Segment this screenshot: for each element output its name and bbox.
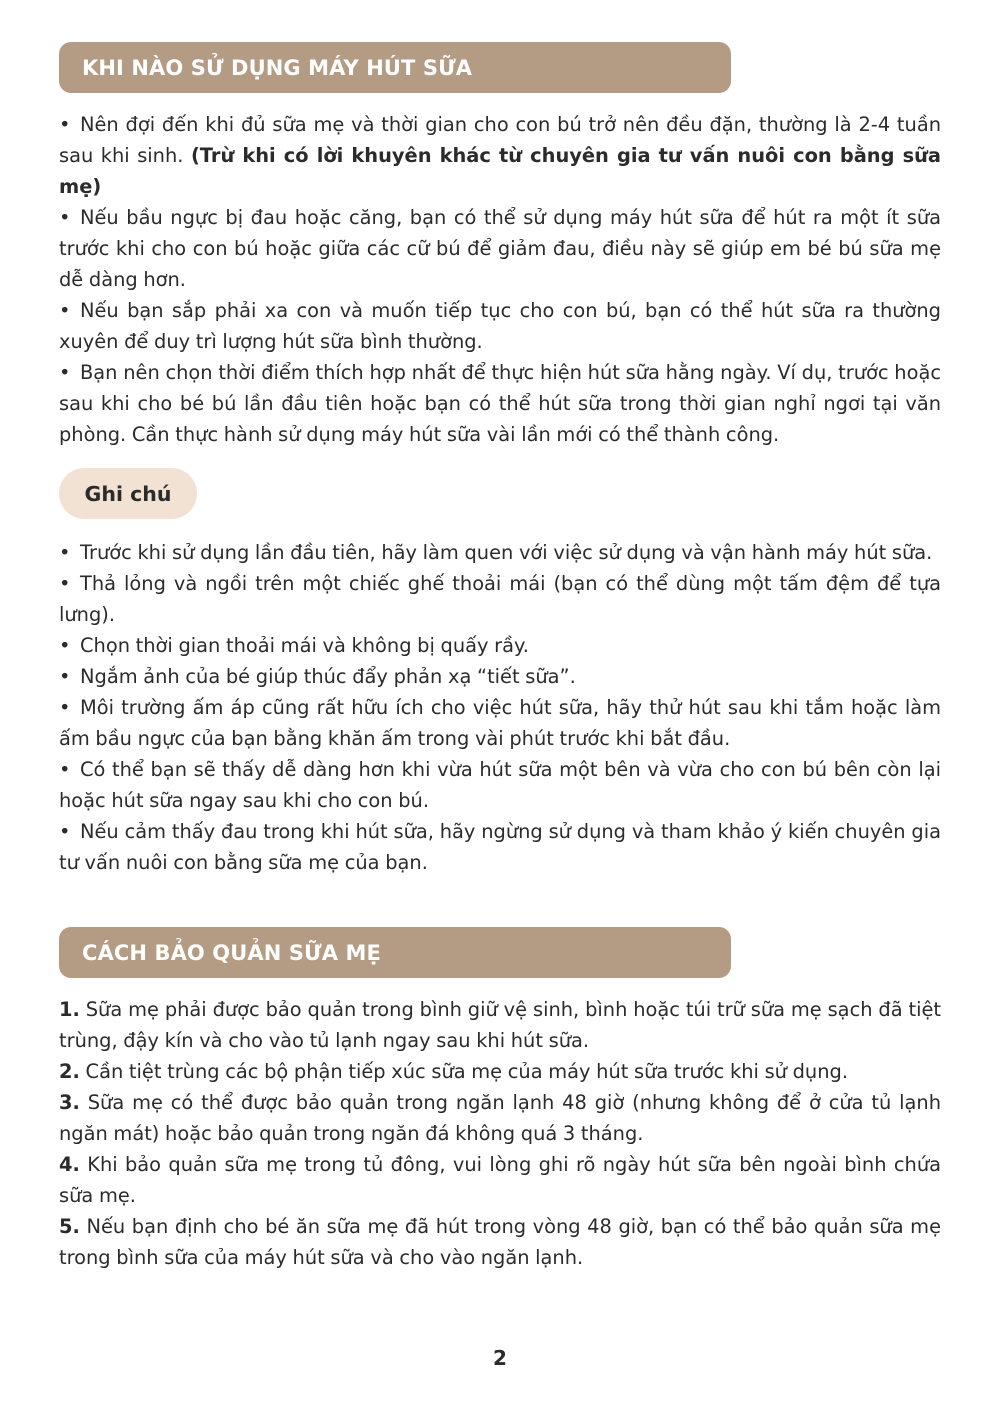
- list-item: • Có thể bạn sẽ thấy dễ dàng hơn khi vừa hút sữa một bên và vừa cho con bú bên còn lại hoặc hút sữa ngay sau khi cho con bú.: [59, 754, 941, 816]
- bullet-icon: •: [59, 572, 71, 595]
- notes-title: Ghi chú: [84, 481, 172, 506]
- bullet-icon: •: [59, 758, 71, 781]
- list-item: • Trước khi sử dụng lần đầu tiên, hãy làm quen với việc sử dụng và vận hành máy hút sữa.: [59, 537, 941, 568]
- notes-label: [59, 468, 197, 519]
- item-number: 2.: [59, 1060, 80, 1083]
- section-header-when-to-use: [59, 42, 731, 93]
- item-number: 1.: [59, 998, 80, 1021]
- bold-note: (Trừ khi có lời khuyên khác từ chuyên gia tư vấn nuôi con bằng sữa mẹ): [59, 144, 941, 198]
- list-item: • Chọn thời gian thoải mái và không bị quấy rầy.: [59, 630, 941, 661]
- item-number: 4.: [59, 1153, 80, 1176]
- numbered-item: 3. Sữa mẹ có thể được bảo quản trong ngăn lạnh 48 giờ (nhưng không để ở cửa tủ lạnh ngăn mát) hoặc bảo quản trong ngăn đá không quá 3 tháng.: [59, 1091, 941, 1145]
- bullet-icon: •: [59, 113, 71, 136]
- list-item: • Thả lỏng và ngồi trên một chiếc ghế thoải mái (bạn có thể dùng một tấm đệm để tựa lưng).: [59, 568, 941, 630]
- numbered-item: 4. Khi bảo quản sữa mẹ trong tủ đông, vui lòng ghi rõ ngày hút sữa bên ngoài bình chứa sữa mẹ.: [59, 1153, 941, 1207]
- bullet-icon: •: [59, 696, 71, 719]
- when-to-use-list: [59, 109, 941, 450]
- section-header-storage: [59, 927, 731, 978]
- bullet-icon: •: [59, 634, 71, 657]
- bullet-icon: •: [59, 206, 71, 229]
- storage-list: [59, 994, 941, 1273]
- list-item: • Môi trường ấm áp cũng rất hữu ích cho việc hút sữa, hãy thử hút sau khi tắm hoặc làm ấm bầu ngực của bạn bằng khăn ấm trong vài phút trước khi bắt đầu.: [59, 692, 941, 754]
- bullet-icon: •: [59, 361, 71, 384]
- section-title: KHI NÀO SỬ DỤNG MÁY HÚT SỮA: [82, 55, 473, 80]
- page-number: 2: [493, 1346, 507, 1370]
- bullet-icon: •: [59, 299, 71, 322]
- notes-list: [59, 537, 941, 878]
- numbered-item: 5. Nếu bạn định cho bé ăn sữa mẹ đã hút trong vòng 48 giờ, bạn có thể bảo quản sữa mẹ trong bình sữa của máy hút sữa và cho vào ngăn lạnh.: [59, 1215, 941, 1269]
- numbered-item: 1. Sữa mẹ phải được bảo quản trong bình giữ vệ sinh, bình hoặc túi trữ sữa mẹ sạch đã tiệt trùng, đậy kín và cho vào tủ lạnh ngay sau khi hút sữa.: [59, 998, 941, 1052]
- item-number: 5.: [59, 1215, 80, 1238]
- list-item: • Nên đợi đến khi đủ sữa mẹ và thời gian cho con bú trở nên đều đặn, thường là 2-4 tuần sau khi sinh. (Trừ khi có lời khuyên khác từ chuyên gia tư vấn nuôi con bằng sữa mẹ): [59, 109, 941, 202]
- section-title: CÁCH BẢO QUẢN SỮA MẸ: [82, 940, 381, 965]
- bullet-icon: •: [59, 541, 71, 564]
- bullet-icon: •: [59, 665, 71, 688]
- item-number: 3.: [59, 1091, 80, 1114]
- list-item: • Nếu bầu ngực bị đau hoặc căng, bạn có thể sử dụng máy hút sữa để hút ra một ít sữa trước khi cho con bú hoặc giữa các cữ bú để giảm đau, điều này sẽ giúp em bé bú sữa mẹ dễ dàng hơn.: [59, 202, 941, 295]
- list-item: • Bạn nên chọn thời điểm thích hợp nhất để thực hiện hút sữa hằng ngày. Ví dụ, trước hoặc sau khi cho bé bú lần đầu tiên hoặc bạn có thể hút sữa trong thời gian nghỉ ngơi tại văn phòng. Cần thực hành sử dụng máy hút sữa vài lần mới có thể thành công.: [59, 357, 941, 450]
- bullet-icon: •: [59, 820, 71, 843]
- numbered-item: 2. Cần tiệt trùng các bộ phận tiếp xúc sữa mẹ của máy hút sữa trước khi sử dụng.: [59, 1060, 848, 1083]
- list-item: • Nếu bạn sắp phải xa con và muốn tiếp tục cho con bú, bạn có thể hút sữa ra thường xuyên để duy trì lượng hút sữa bình thường.: [59, 295, 941, 357]
- list-item: • Nếu cảm thấy đau trong khi hút sữa, hãy ngừng sử dụng và tham khảo ý kiến chuyên gia tư vấn nuôi con bằng sữa mẹ của bạn.: [59, 816, 941, 878]
- list-item: • Ngắm ảnh của bé giúp thúc đẩy phản xạ “tiết sữa”.: [59, 661, 941, 692]
